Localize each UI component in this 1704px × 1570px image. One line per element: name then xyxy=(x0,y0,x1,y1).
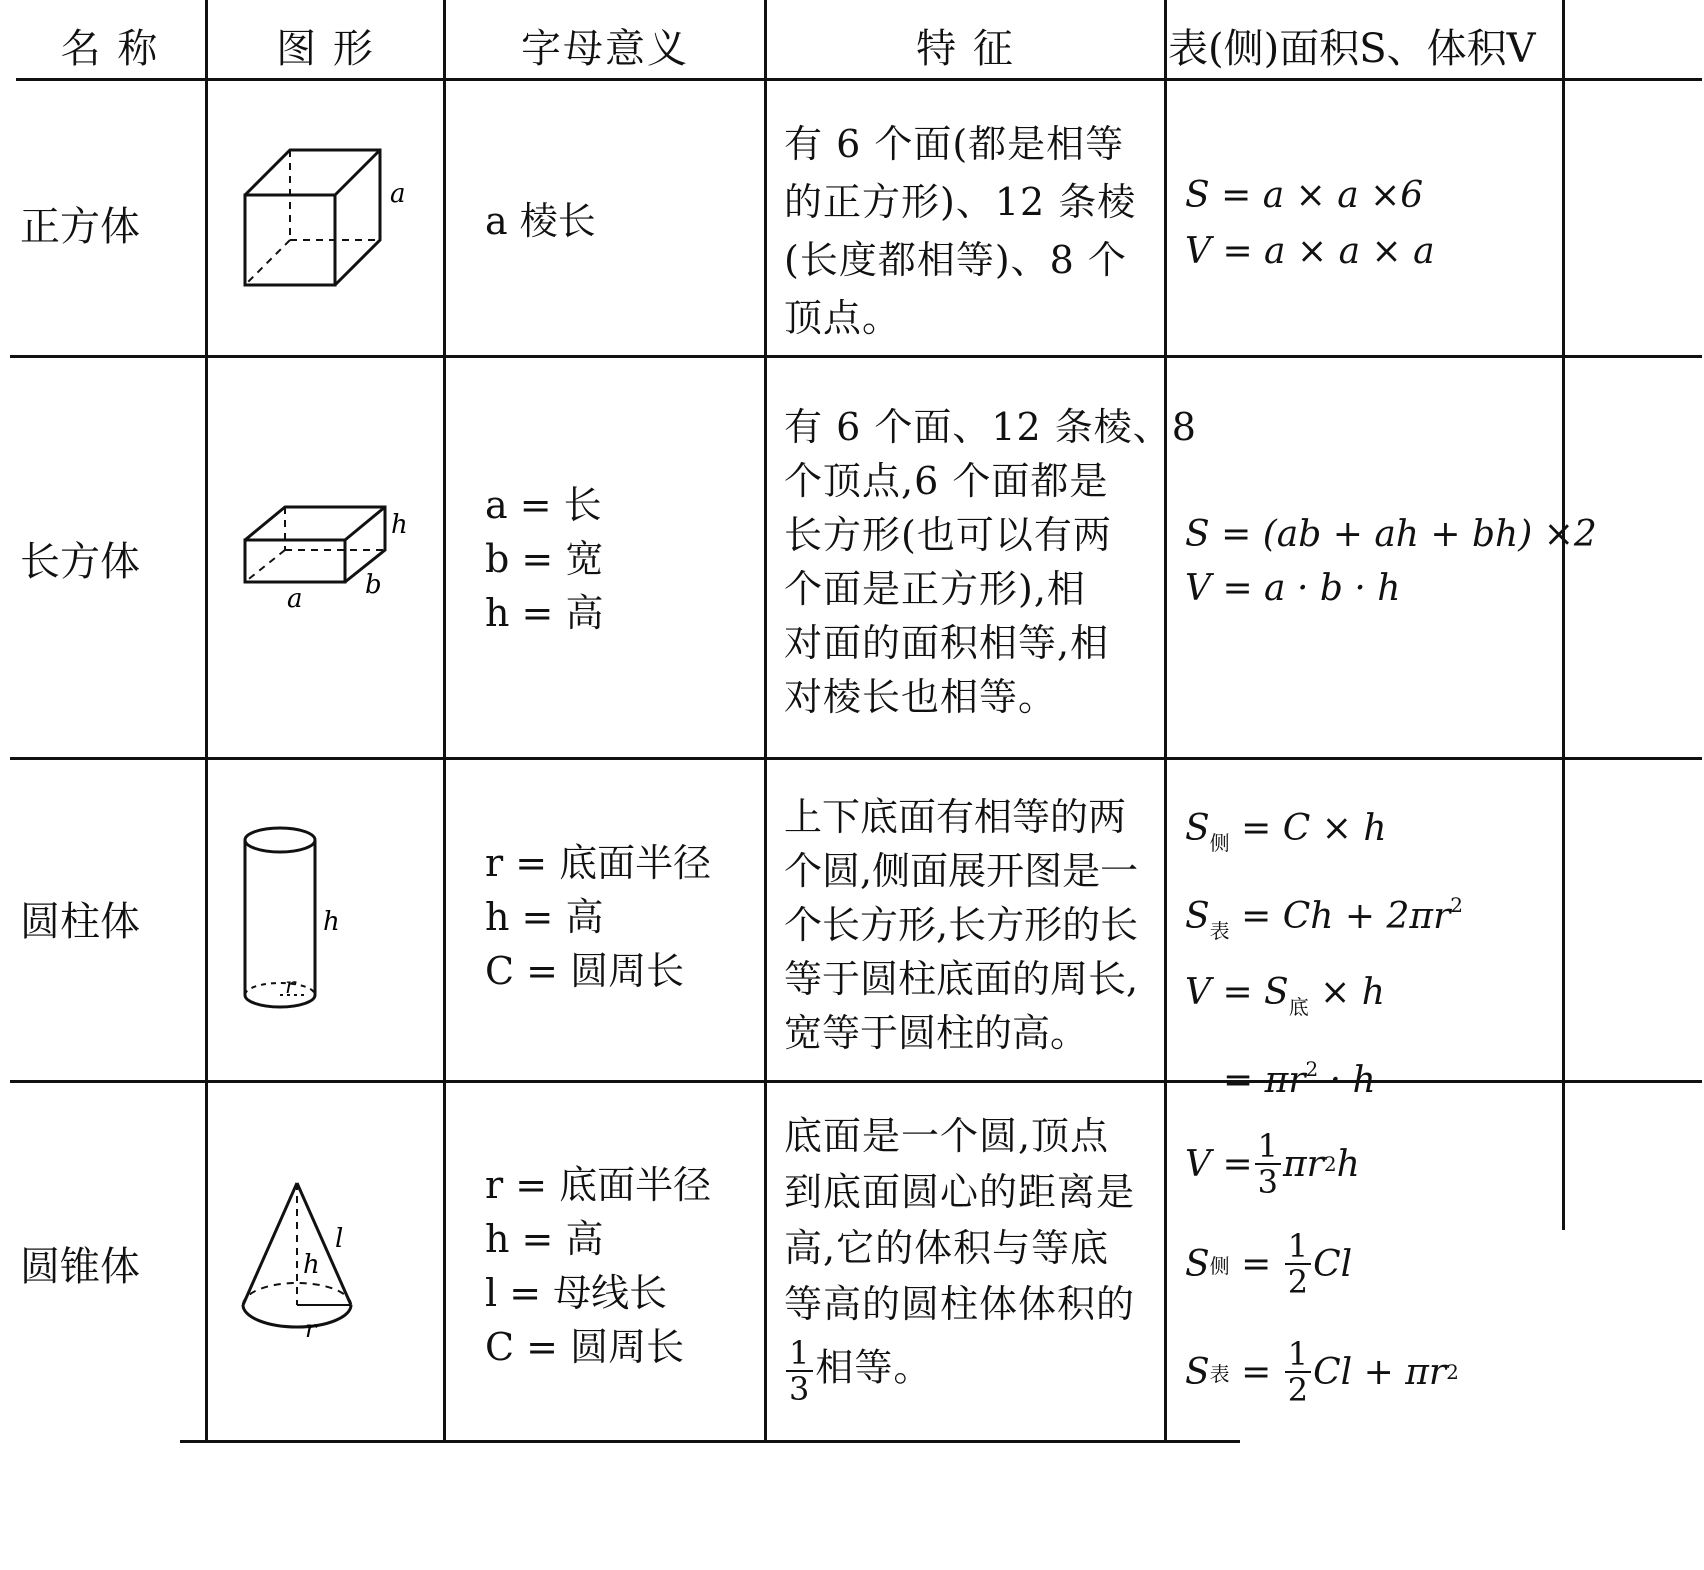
feature-line: 底面是一个圆,顶点 xyxy=(784,1114,1110,1158)
col-rule-3 xyxy=(764,0,767,1442)
letter-line: l = 母线长 xyxy=(485,1271,668,1315)
cylinder-label-h: h xyxy=(323,907,340,937)
feature-line: 有 6 个面(都是相等 xyxy=(784,122,1125,166)
row-cone-features xyxy=(784,1108,1135,1406)
feature-line: 个面是正方形),相 xyxy=(784,567,1086,611)
rule-row1-bottom xyxy=(10,355,1702,358)
col-rule-1 xyxy=(205,0,208,1442)
letter-line: C = 圆周长 xyxy=(485,949,685,993)
fraction-one-third: $\frac{1}{3}$ xyxy=(1255,1129,1281,1199)
cuboid-label-a: a xyxy=(287,584,303,614)
fraction-one-third: $\frac{1}{3}$ xyxy=(786,1336,813,1406)
cylinder-label-r: r xyxy=(285,974,296,999)
feature-line: 对棱长也相等。 xyxy=(784,675,1058,719)
formula-line: S = (ab + ah + bh) ×2 xyxy=(1185,514,1597,555)
rule-table-bottom xyxy=(180,1440,1240,1443)
row-cuboid-name: 长方体 xyxy=(20,539,140,585)
formula-s-side: $S_侧 = C \times h$ xyxy=(1185,808,1387,855)
formula-volume-2: = $\pi r^2 \cdot h$ xyxy=(1223,1057,1376,1101)
feature-line: 顶点。 xyxy=(784,296,902,340)
row-cube-name: 正方体 xyxy=(20,204,140,250)
letter-line: h = 高 xyxy=(485,895,604,939)
header-name: 名 称 xyxy=(60,25,160,72)
letter-line: h = 高 xyxy=(485,1217,604,1261)
cylinder-figure xyxy=(235,820,375,1020)
feature-line: 等于圆柱底面的周长, xyxy=(784,957,1139,1001)
header-features: 特 征 xyxy=(916,25,1015,72)
header-letters: 字母意义 xyxy=(521,25,689,72)
letter-line: a = 长 xyxy=(485,483,602,527)
cone-figure xyxy=(235,1165,395,1385)
row-cylinder-features xyxy=(784,790,1138,1060)
letter-line: r = 底面半径 xyxy=(485,841,712,885)
cone-label-r: r xyxy=(305,1315,317,1343)
row-cone-name: 圆锥体 xyxy=(20,1244,140,1290)
cone-label-l: l xyxy=(335,1224,344,1254)
row-cuboid-formulas xyxy=(1185,508,1597,616)
fraction-one-half: $\frac{1}{2}$ xyxy=(1285,1337,1311,1407)
letter-line: h = 高 xyxy=(485,591,604,635)
row-cylinder-formulas xyxy=(1185,798,1463,1112)
letter-line: r = 底面半径 xyxy=(485,1163,712,1207)
feature-line: 个顶点,6 个面都是 xyxy=(784,459,1109,503)
fraction-one-half: $\frac{1}{2}$ xyxy=(1285,1229,1311,1299)
feature-line-fraction: $\frac{1}{3}$ 相等。 xyxy=(784,1336,1135,1406)
cube-label-a: a xyxy=(390,179,406,209)
row-cube-letters xyxy=(485,192,596,250)
rule-row2-bottom xyxy=(10,757,1702,760)
col-rule-2 xyxy=(443,0,446,1442)
letter-line: C = 圆周长 xyxy=(485,1325,685,1369)
formula-line: S = a × a ×6 xyxy=(1185,175,1424,216)
feature-line: 的正方形)、12 条棱 xyxy=(784,180,1137,224)
feature-line: 长方形(也可以有两 xyxy=(784,513,1112,557)
feature-line: 个圆,侧面展开图是一 xyxy=(784,849,1139,893)
feature-line: 个长方形,长方形的长 xyxy=(784,903,1139,947)
feature-line: (长度都相等)、8 个 xyxy=(784,238,1127,282)
row-cylinder-name: 圆柱体 xyxy=(20,899,140,945)
formula-s-surface: S 表 = $\frac{1}{2}$ Cl + πr 2 xyxy=(1185,1335,1459,1409)
row-cube-formulas xyxy=(1185,168,1435,280)
row-cylinder-letters xyxy=(485,836,711,998)
cube-figure xyxy=(235,140,425,300)
header-formula: 表(侧)面积S、体积V xyxy=(1168,25,1536,72)
cuboid-label-h: h xyxy=(391,510,408,540)
letter-line: b = 宽 xyxy=(485,537,604,581)
cuboid-label-b: b xyxy=(365,570,382,600)
feature-line: 有 6 个面、12 条棱、8 xyxy=(784,405,1197,449)
feature-line: 等高的圆柱体体积的 xyxy=(784,1282,1136,1326)
formula-volume: V = $\frac{1}{3}$ πr 2 h xyxy=(1185,1127,1360,1201)
feature-line: 对面的面积相等,相 xyxy=(784,621,1110,665)
formula-s-surface: $S_表 = Ch + 2\pi r^2$ xyxy=(1185,893,1464,943)
formula-volume: $V = S_底 \times h$ xyxy=(1185,972,1385,1019)
row-cone-formulas xyxy=(1185,1118,1459,1426)
feature-line: 上下底面有相等的两 xyxy=(784,795,1127,839)
row-cone-letters xyxy=(485,1158,711,1374)
row-cuboid-letters xyxy=(485,478,603,640)
row-cuboid-features xyxy=(784,400,1197,724)
formula-line: V = a · b · h xyxy=(1185,568,1401,609)
cone-label-h: h xyxy=(303,1250,320,1280)
header-figure: 图 形 xyxy=(276,25,375,72)
feature-line: 宽等于圆柱的高。 xyxy=(784,1011,1089,1055)
feature-line: 到底面圆心的距离是 xyxy=(784,1170,1136,1214)
feature-line: 高,它的体积与等底 xyxy=(784,1226,1110,1270)
formula-line: V = a × a × a xyxy=(1185,231,1435,272)
cuboid-figure xyxy=(235,495,435,615)
formula-s-side: S 侧 = $\frac{1}{2}$ Cl xyxy=(1185,1227,1353,1301)
letter-line: a 棱长 xyxy=(485,199,596,243)
row-cube-features xyxy=(784,115,1136,347)
